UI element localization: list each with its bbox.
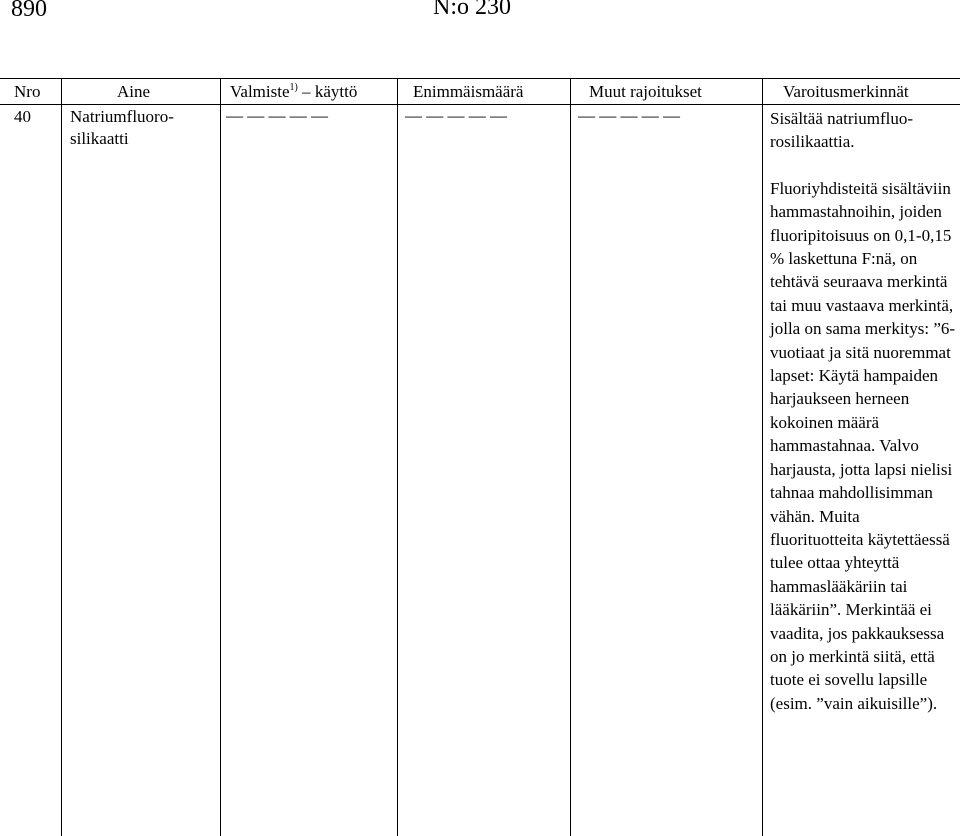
row-aine [70, 106, 174, 150]
header-valmiste [230, 80, 357, 103]
header-valmiste-text: Valmiste [230, 82, 290, 101]
header-varoitusmerkinnat: Varoitusmerkinnät [783, 82, 909, 101]
row-aine-line2: silikaatti [70, 129, 129, 148]
column-divider-2 [220, 79, 221, 836]
table-top-rule [0, 78, 960, 79]
page-number: 890 [11, 0, 47, 22]
header-valmiste-suffix: – käyttö [297, 82, 358, 101]
header-enimmaismaara: Enimmäismäärä [413, 82, 524, 101]
column-divider-5 [762, 79, 763, 836]
row-varoitus [770, 107, 956, 715]
column-divider-3 [397, 79, 398, 836]
table-header-rule [0, 104, 960, 105]
column-divider-1 [61, 79, 62, 836]
column-divider-4 [570, 79, 571, 836]
row-nro: 40 [14, 107, 31, 126]
varoitus-paragraph-2: Fluoriyhdisteitä sisältäviin hammastahnoihin, joiden fluoripitoisuus on 0,1-0,15 % laskettuna F:nä, on tehtävä seuraava merkintä tai muu vastaava merkintä, jolla on sama merkitys: ”6-vuotiaat ja sitä nuoremmat lapset: Käytä hampaiden harjaukseen herneen kokoinen määrä hammastahnaa. Valvo harjausta, jotta lapsi nielisi tahnaa mahdollisimman vähän. Muita fluorituotteita käytettäessä tulee ottaa yhteyttä hammaslääkäriin tai lääkäriin”. Merkintää ei vaadita, jos pakkauksessa on jo merkintä siitä, että tuote ei sovellu lapsille (esim. ”vain aikuisille”). [770, 178, 956, 713]
header-nro: Nro [14, 82, 41, 101]
row-valmiste-dashes: — — — — — [226, 106, 328, 125]
header-aine: Aine [117, 82, 151, 101]
header-valmiste-footnote: 1) [289, 82, 298, 93]
row-aine-line1: Natriumfluoro- [70, 107, 174, 126]
varoitus-paragraph-1: Sisältää natriumfluo-rosilikaattia. [770, 109, 914, 152]
issue-number: N:o 230 [433, 0, 511, 20]
row-muut-dashes: — — — — — [578, 106, 680, 125]
header-muut-rajoitukset: Muut rajoitukset [589, 82, 702, 101]
row-enimmaismaara-dashes: — — — — — [405, 106, 507, 125]
